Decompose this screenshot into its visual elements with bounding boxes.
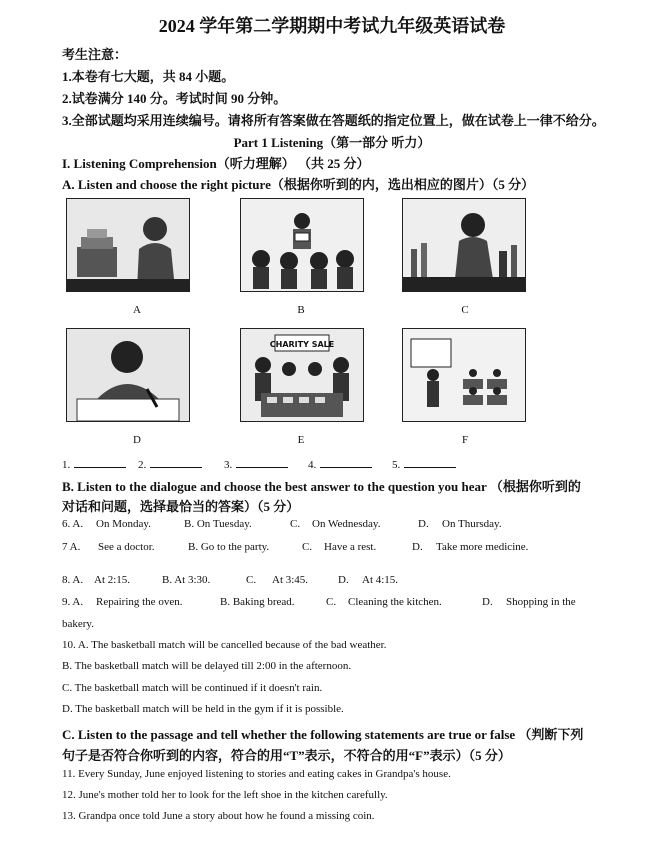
q7-option-a: See a doctor. <box>98 541 155 553</box>
picture-label-b: B <box>297 304 305 316</box>
q8-number: 8. A. <box>62 574 84 586</box>
answer-blank-3[interactable]: 3. <box>224 456 288 471</box>
answer-blanks-row <box>62 456 582 472</box>
q6-d-letter: D. <box>418 518 429 530</box>
picture-label-f: F <box>461 434 469 446</box>
q8-d-letter: D. <box>338 574 349 586</box>
picture-e <box>240 328 364 422</box>
q9-c-letter: C. <box>326 596 337 608</box>
q9-number: 9. A. <box>62 596 84 608</box>
question-8 <box>62 574 622 590</box>
notice-item-2: 2.试卷满分 140 分。考试时间 90 分钟。 <box>62 91 287 106</box>
charity-sale-icon <box>241 329 363 421</box>
q6-option-b: B. On Tuesday. <box>184 518 252 530</box>
notice-heading: 考生注意： <box>62 47 128 62</box>
classroom-teacher-icon <box>403 329 525 421</box>
picture-label-c: C <box>461 304 469 316</box>
q7-option-b: B. Go to the party. <box>188 541 270 553</box>
sectionB-heading-line2: 对话和问题，选择最恰当的答案）（5 分） <box>62 499 300 514</box>
q6-option-a: On Monday. <box>96 518 151 530</box>
q6-option-c: On Wednesday. <box>312 518 381 530</box>
q6-c-letter: C. <box>290 518 301 530</box>
answer-blank-5[interactable]: 5. <box>392 456 456 471</box>
q8-option-b: B. At 3:30. <box>162 574 211 586</box>
q6-option-d: On Thursday. <box>442 518 502 530</box>
q9-option-b: B. Baking bread. <box>220 596 295 608</box>
q10-option-b: B. The basketball match will be delayed till 2:00 in the afternoon. <box>62 660 352 672</box>
section1-heading: I. Listening Comprehension（听力理解） （共 25 分） <box>62 156 370 171</box>
q9-d-letter: D. <box>482 596 493 608</box>
q7-c-letter: C. <box>302 541 313 553</box>
question-7 <box>62 541 622 557</box>
q7-option-d: Take more medicine. <box>436 541 529 553</box>
q8-option-c: At 3:45. <box>272 574 309 586</box>
picture-label-a: A <box>133 304 141 316</box>
picture-f <box>402 328 526 422</box>
notice-item-1: 1.本卷有七大题，共 84 小题。 <box>62 69 235 84</box>
part1-heading: Part 1 Listening（第一部分 听力） <box>233 135 431 150</box>
sectionA-heading: A. Listen and choose the right picture（根据你听到的内，选出相应的图片）（5 分） <box>62 177 535 192</box>
q9-option-d-continued: bakery. <box>62 618 94 630</box>
answer-blank-2[interactable]: 2. <box>138 456 202 471</box>
picture-c <box>402 198 526 292</box>
sectionB-heading-line1: B. Listen to the dialogue and choose the best answer to the question you hear （根据你听到的 <box>62 479 581 494</box>
picture-label-e: E <box>297 434 305 446</box>
q6-number: 6. A. <box>62 518 84 530</box>
statement-11: 11. Every Sunday, June enjoyed listening to stories and eating cakes in Grandpa's house. <box>62 768 451 780</box>
answer-blank-4[interactable]: 4. <box>308 456 372 471</box>
picture-a <box>66 198 190 292</box>
children-reading-icon <box>241 199 363 291</box>
q10-option-c: C. The basketball match will be continued if it doesn't rain. <box>62 682 323 694</box>
statement-13: 13. Grandpa once told June a story about how he found a missing coin. <box>62 810 375 822</box>
question-6 <box>62 518 622 534</box>
q7-number: 7 A. <box>62 541 81 553</box>
q8-option-d: At 4:15. <box>362 574 399 586</box>
q8-option-a: At 2:15. <box>94 574 131 586</box>
statement-12: 12. June's mother told her to look for the left shoe in the kitchen carefully. <box>62 789 388 801</box>
question-9 <box>62 596 622 612</box>
q8-c-letter: C. <box>246 574 257 586</box>
notice-item-3: 3.全部试题均采用连续编号。请将所有答案做在答题纸的指定位置上，做在试卷上一律不给分。 <box>62 113 605 128</box>
charity-sign-text: CHARITY SALE <box>269 340 335 349</box>
baker-cake-icon <box>67 199 189 291</box>
q7-d-letter: D. <box>412 541 423 553</box>
q9-option-c: Cleaning the kitchen. <box>348 596 442 608</box>
exam-title: 2024 学年第二学期期中考试九年级英语试卷 <box>158 16 506 36</box>
sectionC-heading-line2: 句子是否符合你听到的内容，符合的用“T”表示，不符合的用“F”表示）（5 分） <box>62 748 511 763</box>
q10-option-a: 10. A. The basketball match will be cancelled because of the bad weather. <box>62 639 387 651</box>
picture-b <box>240 198 364 292</box>
answer-blank-1[interactable]: 1. <box>62 456 126 471</box>
q10-option-d: D. The basketball match will be held in the gym if it is possible. <box>62 703 344 715</box>
q9-option-a: Repairing the oven. <box>96 596 183 608</box>
q9-option-d: Shopping in the <box>506 596 576 608</box>
picture-label-d: D <box>133 434 141 446</box>
picture-d <box>66 328 190 422</box>
q7-option-c: Have a rest. <box>324 541 377 553</box>
sectionC-heading-line1: C. Listen to the passage and tell whether the following statements are true or false （判断下列 <box>62 727 584 742</box>
boy-writing-icon <box>67 329 189 421</box>
scientist-lab-icon <box>403 199 525 291</box>
